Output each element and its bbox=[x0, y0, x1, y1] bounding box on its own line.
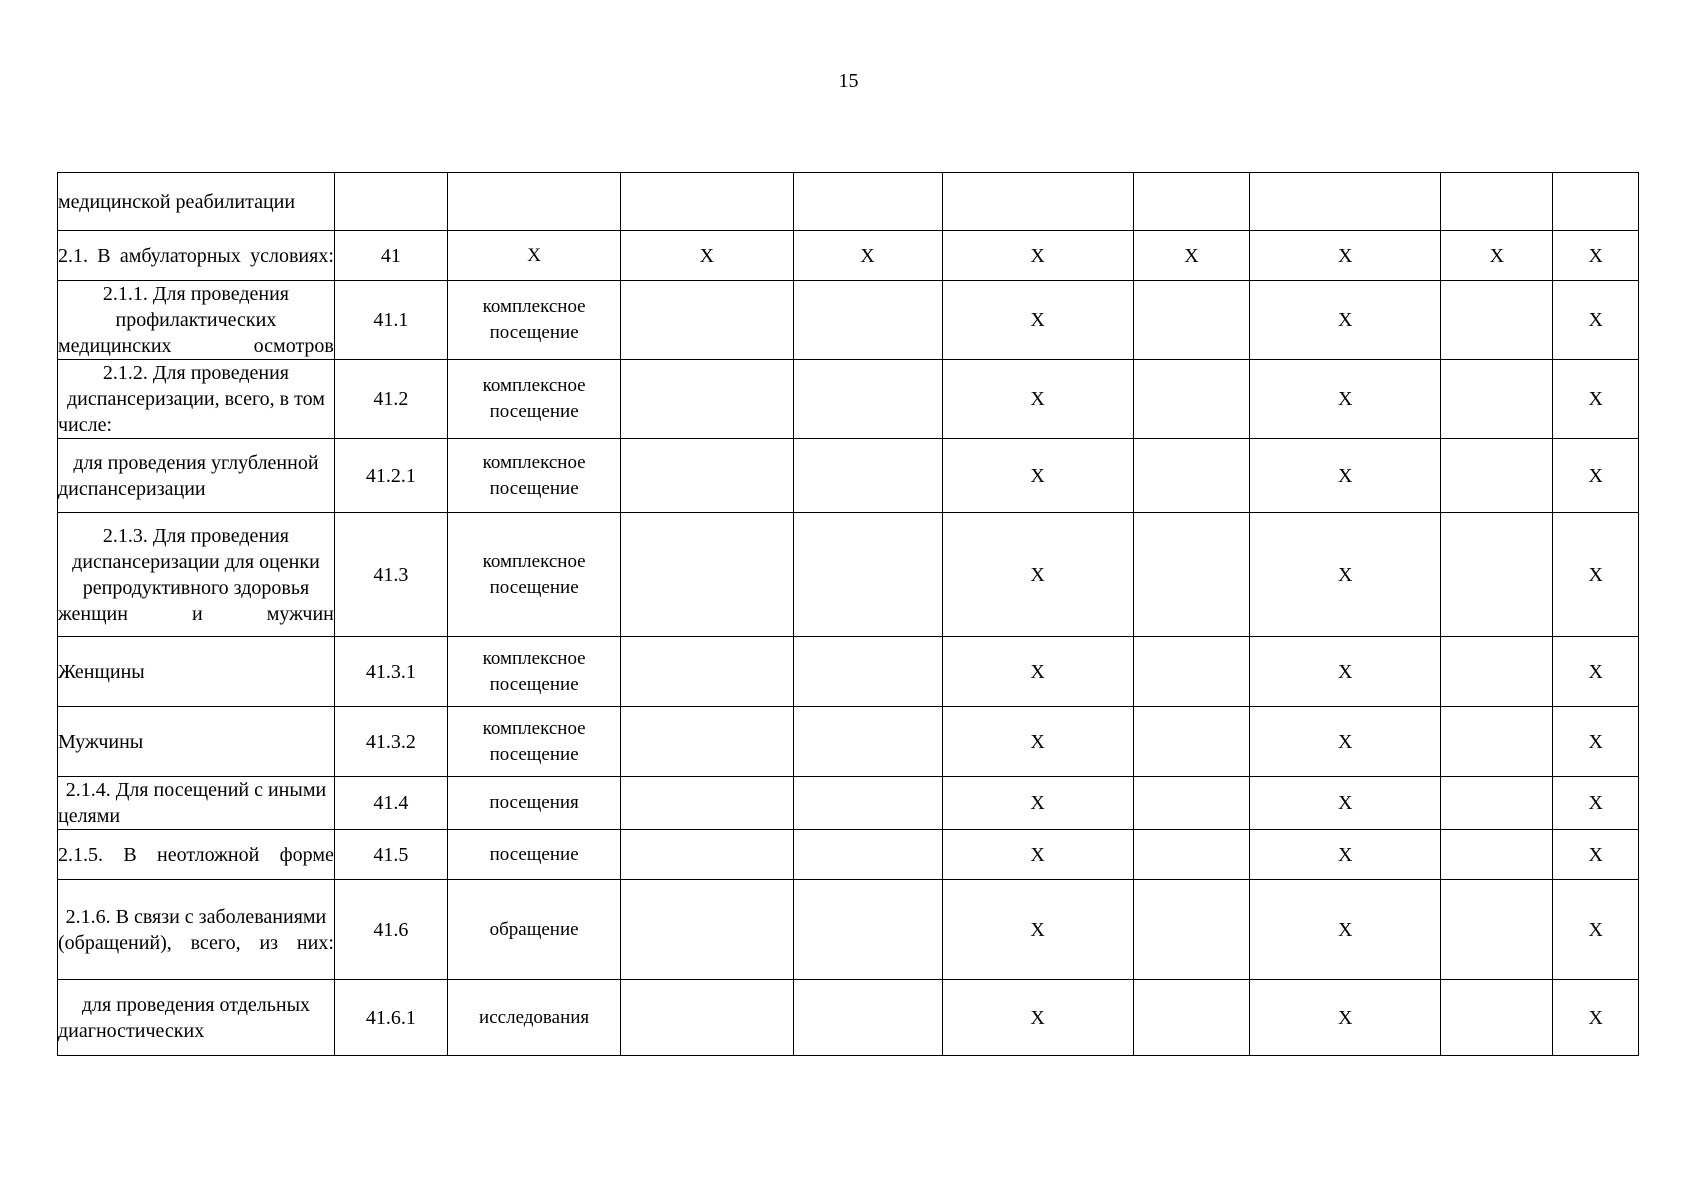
value-cell: Х bbox=[1250, 880, 1441, 980]
value-cell bbox=[621, 707, 793, 777]
value-cell bbox=[621, 830, 793, 880]
value-cell: Х bbox=[1553, 980, 1639, 1056]
table-row bbox=[58, 173, 1639, 231]
table-row bbox=[58, 439, 1639, 513]
row-unit-cell: комплексное посещение bbox=[447, 637, 620, 707]
value-cell: Х bbox=[1250, 980, 1441, 1056]
value-cell: Х bbox=[793, 231, 942, 281]
row-unit-cell: комплексное посещение bbox=[447, 707, 620, 777]
value-cell bbox=[621, 777, 793, 830]
row-name-cell: медицинской реабилитации bbox=[58, 173, 335, 231]
page-number: 15 bbox=[838, 70, 859, 92]
row-code-cell: 41.3.2 bbox=[334, 707, 447, 777]
row-unit-cell: Х bbox=[447, 231, 620, 281]
value-cell bbox=[793, 360, 942, 439]
value-cell bbox=[621, 173, 793, 231]
row-code-cell: 41.6.1 bbox=[334, 980, 447, 1056]
value-cell: Х bbox=[942, 707, 1133, 777]
value-cell bbox=[1133, 173, 1249, 231]
value-cell: Х bbox=[1553, 513, 1639, 637]
row-name-cell: Мужчины bbox=[58, 707, 335, 777]
table-row bbox=[58, 231, 1639, 281]
row-name-cell: 2.1. В амбулаторных условиях: bbox=[58, 231, 335, 281]
row-code-cell: 41.1 bbox=[334, 281, 447, 360]
value-cell bbox=[621, 880, 793, 980]
row-code-cell: 41.2 bbox=[334, 360, 447, 439]
value-cell: Х bbox=[942, 777, 1133, 830]
row-unit-cell: исследования bbox=[447, 980, 620, 1056]
value-cell bbox=[793, 439, 942, 513]
value-cell: Х bbox=[1250, 360, 1441, 439]
value-cell: Х bbox=[1250, 777, 1441, 830]
value-cell bbox=[621, 360, 793, 439]
row-unit-cell: обращение bbox=[447, 880, 620, 980]
value-cell bbox=[621, 637, 793, 707]
value-cell: Х bbox=[942, 231, 1133, 281]
value-cell bbox=[793, 880, 942, 980]
row-name-cell: для проведения углубленной диспансеризации bbox=[58, 439, 335, 513]
form-table bbox=[57, 172, 1639, 1056]
value-cell: Х bbox=[1250, 281, 1441, 360]
value-cell bbox=[621, 281, 793, 360]
value-cell bbox=[1133, 360, 1249, 439]
value-cell bbox=[793, 830, 942, 880]
value-cell bbox=[1441, 637, 1553, 707]
row-unit-cell: комплексное посещение bbox=[447, 513, 620, 637]
value-cell bbox=[793, 777, 942, 830]
row-name-cell: 2.1.5. В неотложной форме bbox=[58, 830, 335, 880]
row-code-cell: 41.3.1 bbox=[334, 637, 447, 707]
row-code-cell: 41.4 bbox=[334, 777, 447, 830]
value-cell: Х bbox=[1441, 231, 1553, 281]
value-cell bbox=[793, 281, 942, 360]
row-code-cell: 41.2.1 bbox=[334, 439, 447, 513]
value-cell: Х bbox=[942, 980, 1133, 1056]
value-cell: Х bbox=[942, 513, 1133, 637]
value-cell: Х bbox=[1250, 637, 1441, 707]
value-cell: Х bbox=[1553, 231, 1639, 281]
value-cell bbox=[621, 980, 793, 1056]
table-row bbox=[58, 707, 1639, 777]
value-cell bbox=[1441, 980, 1553, 1056]
row-code-cell: 41.6 bbox=[334, 880, 447, 980]
value-cell bbox=[1441, 360, 1553, 439]
value-cell bbox=[1133, 637, 1249, 707]
value-cell bbox=[1441, 173, 1553, 231]
value-cell: Х bbox=[1133, 231, 1249, 281]
row-code-cell: 41.5 bbox=[334, 830, 447, 880]
value-cell bbox=[793, 513, 942, 637]
value-cell bbox=[1133, 880, 1249, 980]
value-cell bbox=[793, 980, 942, 1056]
value-cell bbox=[793, 637, 942, 707]
table-row bbox=[58, 830, 1639, 880]
table-row bbox=[58, 637, 1639, 707]
value-cell bbox=[1553, 173, 1639, 231]
row-unit-cell: комплексное посещение bbox=[447, 360, 620, 439]
value-cell bbox=[1133, 777, 1249, 830]
value-cell: Х bbox=[1553, 830, 1639, 880]
value-cell: Х bbox=[1553, 707, 1639, 777]
table-row bbox=[58, 777, 1639, 830]
row-unit-cell: посещение bbox=[447, 830, 620, 880]
value-cell: Х bbox=[1250, 439, 1441, 513]
value-cell bbox=[1250, 173, 1441, 231]
row-name-cell: 2.1.4. Для посещений с иными целями bbox=[58, 777, 335, 830]
value-cell: Х bbox=[1250, 231, 1441, 281]
value-cell: Х bbox=[1553, 637, 1639, 707]
value-cell: Х bbox=[1250, 513, 1441, 637]
value-cell bbox=[1133, 830, 1249, 880]
table-row bbox=[58, 281, 1639, 360]
row-name-cell: 2.1.6. В связи с заболеваниями (обращений), всего, из них: bbox=[58, 880, 335, 980]
table-row bbox=[58, 880, 1639, 980]
value-cell bbox=[1133, 439, 1249, 513]
value-cell bbox=[1441, 707, 1553, 777]
value-cell: Х bbox=[942, 830, 1133, 880]
value-cell: Х bbox=[1553, 880, 1639, 980]
value-cell bbox=[1441, 281, 1553, 360]
value-cell bbox=[1441, 830, 1553, 880]
value-cell bbox=[1133, 513, 1249, 637]
value-cell: Х bbox=[1250, 830, 1441, 880]
row-code-cell bbox=[334, 173, 447, 231]
value-cell: Х bbox=[621, 231, 793, 281]
value-cell bbox=[1133, 980, 1249, 1056]
table-row bbox=[58, 360, 1639, 439]
row-name-cell: для проведения отдельных диагностических bbox=[58, 980, 335, 1056]
row-name-cell: Женщины bbox=[58, 637, 335, 707]
value-cell: Х bbox=[1250, 707, 1441, 777]
row-code-cell: 41.3 bbox=[334, 513, 447, 637]
value-cell bbox=[621, 439, 793, 513]
value-cell: Х bbox=[942, 637, 1133, 707]
row-unit-cell: посещения bbox=[447, 777, 620, 830]
row-code-cell: 41 bbox=[334, 231, 447, 281]
row-name-cell: 2.1.2. Для проведения диспансеризации, всего, в том числе: bbox=[58, 360, 335, 439]
value-cell bbox=[1441, 439, 1553, 513]
value-cell: Х bbox=[942, 439, 1133, 513]
value-cell: Х bbox=[1553, 360, 1639, 439]
value-cell: Х bbox=[1553, 439, 1639, 513]
value-cell bbox=[1441, 777, 1553, 830]
table-row bbox=[58, 980, 1639, 1056]
row-unit-cell bbox=[447, 173, 620, 231]
value-cell: Х bbox=[942, 880, 1133, 980]
value-cell bbox=[1441, 513, 1553, 637]
value-cell bbox=[1133, 707, 1249, 777]
row-name-cell: 2.1.1. Для проведения профилактических медицинских осмотров bbox=[58, 281, 335, 360]
value-cell bbox=[793, 707, 942, 777]
value-cell bbox=[621, 513, 793, 637]
row-unit-cell: комплексное посещение bbox=[447, 439, 620, 513]
value-cell bbox=[942, 173, 1133, 231]
value-cell bbox=[1441, 880, 1553, 980]
value-cell: Х bbox=[942, 281, 1133, 360]
row-name-cell: 2.1.3. Для проведения диспансеризации для оценки репродуктивного здоровья женщин и мужчин bbox=[58, 513, 335, 637]
value-cell bbox=[1133, 281, 1249, 360]
value-cell bbox=[793, 173, 942, 231]
value-cell: Х bbox=[1553, 777, 1639, 830]
value-cell: Х bbox=[1553, 281, 1639, 360]
row-unit-cell: комплексное посещение bbox=[447, 281, 620, 360]
table-row bbox=[58, 513, 1639, 637]
value-cell: Х bbox=[942, 360, 1133, 439]
